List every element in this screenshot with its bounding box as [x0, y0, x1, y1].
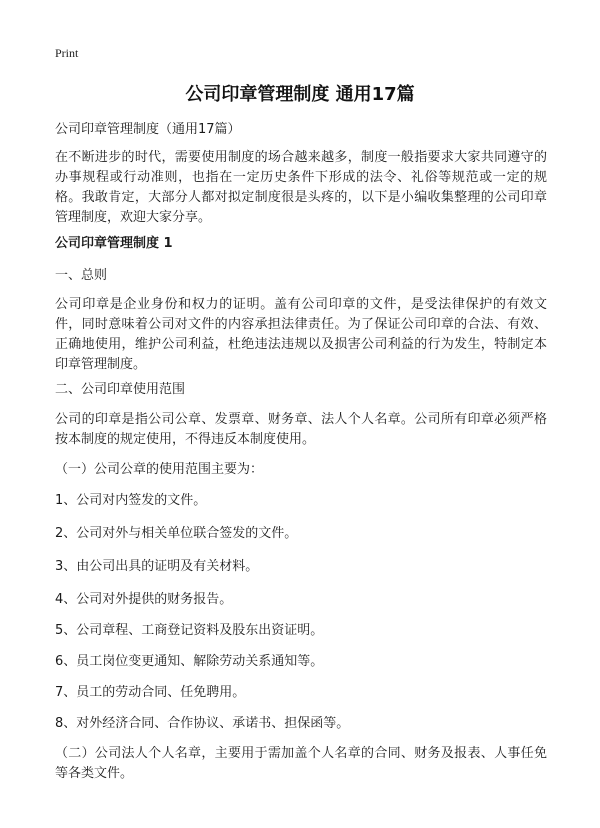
print-label: Print: [55, 46, 79, 60]
list-item: 1、公司对内签发的文件。: [55, 493, 207, 508]
sub2-paragraph: （二）公司法人个人名章，主要用于需加盖个人名章的合同、财务及报表、人事任免等各类文件。: [55, 746, 547, 781]
list-item: 8、对外经济合同、合作协议、承诺书、担保函等。: [55, 716, 350, 731]
sub1-heading: （一）公司公章的使用范围主要为：: [55, 462, 264, 477]
list-item: 4、公司对外提供的财务报告。: [55, 592, 233, 607]
section-heading: 公司印章管理制度 1: [55, 236, 173, 251]
list-item: 7、员工的劳动合同、任免聘用。: [55, 685, 246, 700]
list-item: 2、公司对外与相关单位联合签发的文件。: [55, 526, 298, 541]
part2-paragraph: 公司的印章是指公司公章、发票章、财务章、法人个人名章。公司所有印章必须严格按本制度的规定使用，不得违反本制度使用。: [55, 412, 547, 447]
list-item: 6、员工岗位变更通知、解除劳动关系通知等。: [55, 654, 324, 669]
document-subtitle: 公司印章管理制度（通用17篇）: [55, 122, 241, 137]
part1-paragraph: 公司印章是企业身份和权力的证明。盖有公司印章的文件，是受法律保护的有效文件，同时意味着公司对文件的内容承担法律责任。为了保证公司印章的合法、有效、正确地使用，维护公司利益，杜绝违法违规以及损害公司利益的行为发生，特制定本印章管理制度。: [55, 297, 547, 372]
document-title: 公司印章管理制度 通用17篇: [185, 84, 415, 105]
intro-paragraph: 在不断进步的时代，需要使用制度的场合越来越多，制度一般指要求大家共同遵守的办事规程或行动准则，也指在一定历史条件下形成的法令、礼俗等规范或一定的规格。我敢肯定，大部分人都对拟定制度很是头疼的，以下是小编收集整理的公司印章管理制度，欢迎大家分享。: [55, 150, 547, 225]
part1-heading: 一、总则: [55, 268, 108, 283]
list-item: 3、由公司出具的证明及有关材料。: [55, 559, 259, 574]
part2-heading: 二、公司印章使用范围: [55, 382, 186, 397]
list-item: 5、公司章程、工商登记资料及股东出资证明。: [55, 623, 324, 638]
